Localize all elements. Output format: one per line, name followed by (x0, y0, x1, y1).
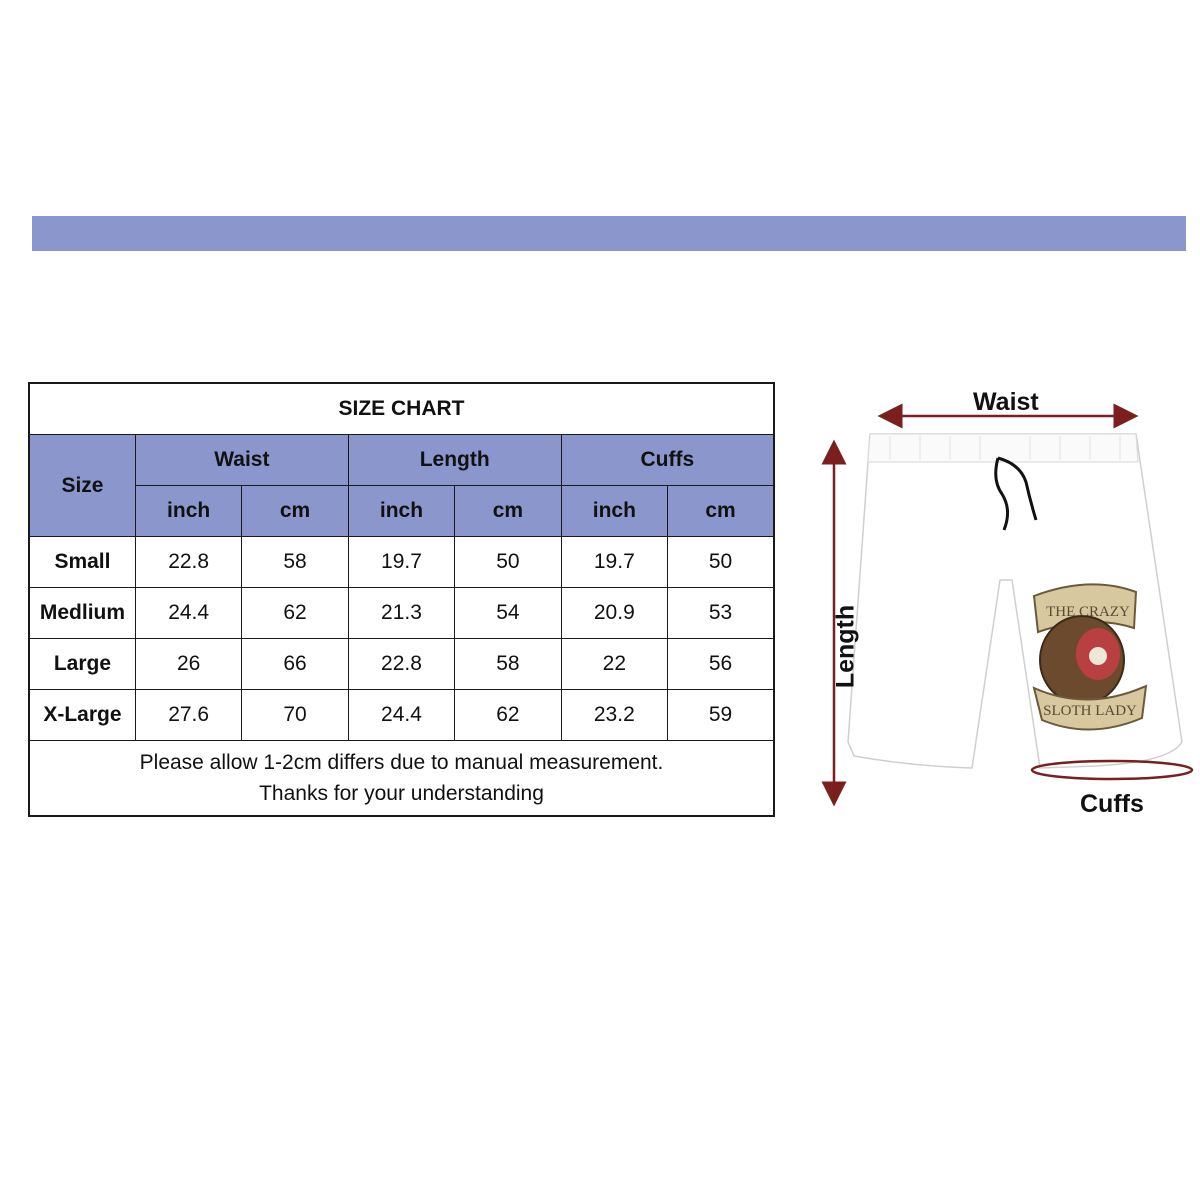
table-cell: 23.2 (561, 690, 667, 741)
table-cell: 24.4 (348, 690, 454, 741)
unit-header: cm (455, 486, 561, 537)
table-cell: 62 (455, 690, 561, 741)
table-cell: 21.3 (348, 588, 454, 639)
table-cell: 59 (668, 690, 774, 741)
print-text-top: THE CRAZY (1046, 604, 1130, 620)
table-cell: 70 (242, 690, 348, 741)
measurement-note (29, 741, 774, 817)
table-cell: 24.4 (135, 588, 241, 639)
print-text-bottom: SLOTH LADY (1043, 703, 1137, 719)
header-band (32, 216, 1186, 251)
unit-header: inch (135, 486, 241, 537)
table-cell: 58 (242, 537, 348, 588)
table-cell: 19.7 (348, 537, 454, 588)
table-title: SIZE CHART (29, 383, 774, 435)
table-cell: 19.7 (561, 537, 667, 588)
note-line-1: Please allow 1-2cm differs due to manual measurement. (139, 751, 664, 774)
group-header-waist: Waist (135, 435, 348, 486)
group-header-cuffs: Cuffs (561, 435, 774, 486)
table-cell: 56 (668, 639, 774, 690)
table-cell: 58 (455, 639, 561, 690)
table-cell: 26 (135, 639, 241, 690)
table-cell: 50 (668, 537, 774, 588)
size-column-header: Size (29, 435, 135, 537)
table-cell: 22.8 (135, 537, 241, 588)
unit-header: cm (668, 486, 774, 537)
table-cell: 54 (455, 588, 561, 639)
table-row (29, 588, 774, 639)
length-label: Length (831, 604, 860, 689)
table-row (29, 639, 774, 690)
size-label: Large (29, 639, 135, 690)
size-label: X-Large (29, 690, 135, 741)
unit-header: cm (242, 486, 348, 537)
size-label: Medlium (29, 588, 135, 639)
waistband (868, 434, 1138, 462)
size-chart-table (28, 382, 775, 817)
table-cell: 53 (668, 588, 774, 639)
shorts-diagram (790, 370, 1200, 830)
unit-header: inch (348, 486, 454, 537)
group-header-length: Length (348, 435, 561, 486)
table-cell: 22 (561, 639, 667, 690)
note-line-2: Thanks for your understanding (259, 782, 544, 805)
unit-header: inch (561, 486, 667, 537)
waist-label: Waist (973, 388, 1039, 416)
table-row (29, 690, 774, 741)
table-cell: 66 (242, 639, 348, 690)
cuffs-label: Cuffs (1080, 790, 1144, 818)
table-cell: 27.6 (135, 690, 241, 741)
table-row (29, 537, 774, 588)
size-label: Small (29, 537, 135, 588)
table-cell: 20.9 (561, 588, 667, 639)
table-cell: 62 (242, 588, 348, 639)
table-cell: 22.8 (348, 639, 454, 690)
table-cell: 50 (455, 537, 561, 588)
